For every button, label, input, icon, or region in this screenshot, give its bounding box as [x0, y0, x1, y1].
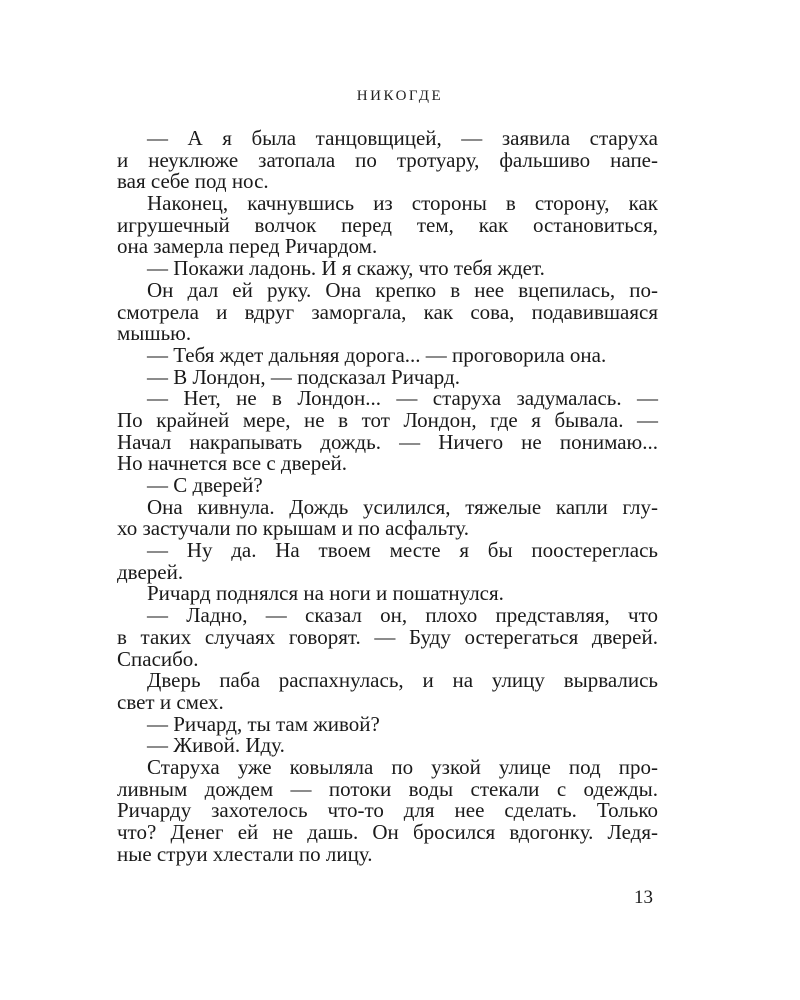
text-line: — А я была танцовщицей, — заявила старуха: [147, 126, 658, 150]
text-line: в таких случаях говорят. — Буду остерегаться дверей.: [117, 624, 658, 649]
text-line: Она кивнула. Дождь усилился, тяжелые капли глу-: [147, 494, 658, 519]
text-line: — Покажи ладонь. И я скажу, что тебя ждет.: [147, 256, 545, 281]
text-line: она замерла перед Ричардом.: [117, 234, 378, 259]
text-line: — Нет, не в Лондон... — старуха задумалась. —: [147, 386, 658, 411]
text-line: что? Денег ей не дашь. Он бросился вдогонку. Ледя-: [117, 820, 658, 844]
text-line: Ричарду захотелось что-то для нее сделать. Только: [117, 798, 658, 823]
body-text: [117, 128, 658, 865]
text-line: хо застучали по крышам и по асфальту.: [117, 516, 469, 541]
text-line: — С дверей?: [147, 473, 263, 497]
text-line: — В Лондон, — подсказал Ричард.: [147, 364, 460, 389]
text-line: — Ну да. На твоем месте я бы поостереглась: [147, 538, 658, 563]
text-line: — Живой. Иду.: [147, 733, 285, 758]
text-line: Ричард поднялся на ноги и пошатнулся.: [147, 581, 504, 606]
text-line: ливным дождем — потоки воды стекали с одежды.: [117, 776, 658, 801]
text-line: Спасибо.: [117, 646, 199, 671]
text-line: Наконец, качнувшись из стороны в сторону, как: [147, 191, 658, 216]
text-line: — Ричард, ты там живой?: [147, 711, 380, 736]
text-line: — Тебя ждет дальняя дорога... — проговорила она.: [147, 342, 607, 367]
text-line: мышью.: [117, 321, 192, 346]
text-line: Старуха уже ковыляла по узкой улице под про-: [147, 754, 658, 779]
text-line: смотрела и вдруг заморгала, как сова, подавившаяся: [117, 299, 658, 324]
text-line: Но начнется все с дверей.: [117, 451, 348, 476]
text-line: игрушечный волчок перед тем, как остановиться,: [117, 212, 658, 237]
text-line: дверей.: [117, 559, 184, 584]
text-line: свет и смех.: [117, 689, 224, 714]
text-line: ные струи хлестали по лицу.: [117, 841, 373, 866]
text-line: вая себе под нос.: [117, 169, 269, 194]
running-head: НИКОГДЕ: [356, 88, 444, 104]
text-line: По крайней мере, не в тот Лондон, где я бывала. —: [117, 407, 658, 432]
page-number: 13: [634, 887, 653, 908]
text-line: Дверь паба распахнулась, и на улицу вырвались: [147, 668, 658, 693]
text-line: — Ладно, — сказал он, плохо представляя, что: [147, 603, 658, 628]
text-line: Начал накрапывать дождь. — Ничего не понимаю...: [117, 429, 658, 454]
text-line: Он дал ей руку. Она крепко в нее вцепилась, по-: [147, 277, 658, 302]
text-line: и неуклюже затопала по тротуару, фальшиво напе-: [117, 147, 658, 172]
